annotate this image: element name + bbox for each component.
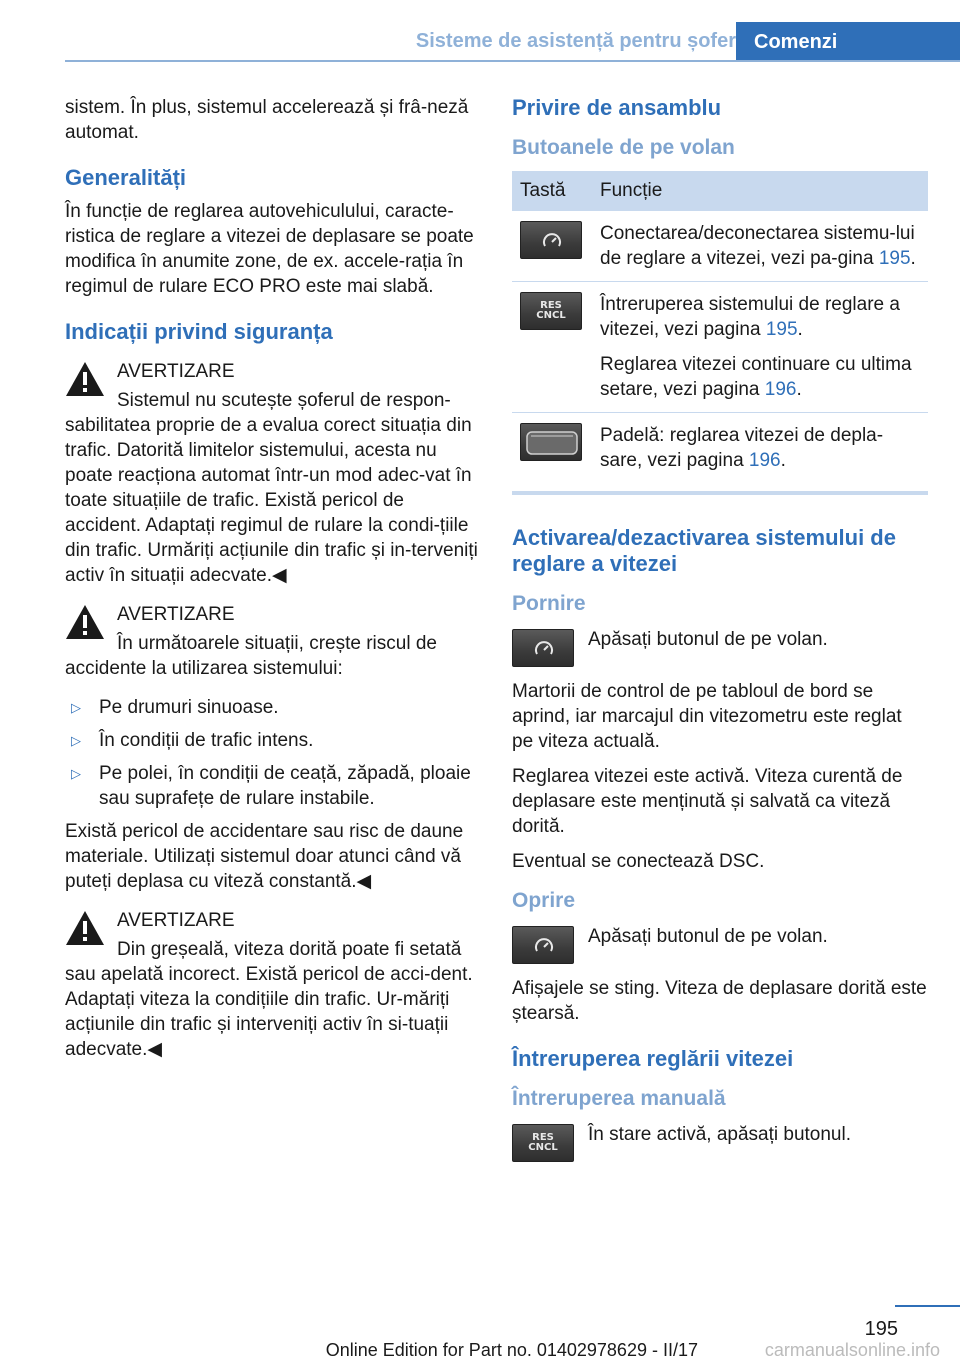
start-text-3: Eventual se conectează DSC. (512, 851, 765, 872)
column-header-function: Funcție (592, 171, 928, 211)
column-header-key: Tastă (512, 171, 592, 211)
function-cell: Padelă: reglarea vitezei de depla-sare, vezi pagina 196. (600, 425, 884, 471)
page-link[interactable]: 196 (748, 450, 781, 471)
steering-buttons-table (512, 171, 928, 483)
start-text-2: Reglarea vitezei este activă. Viteza curentă de deplasare este menținută și salvată ca viteză dorită. (512, 766, 903, 837)
start-text-1: Martorii de control de pe tabloul de bord se aprind, iar marcajul din vitezometru este reglat pe viteza actuală. (512, 681, 902, 752)
table-header-row (512, 171, 928, 211)
watermark-text: carmanualsonline.info (764, 1340, 940, 1360)
bullet-triangle-icon: ▷ (71, 766, 81, 781)
paddle-icon (520, 423, 582, 461)
warning-label: AVERTIZARE (117, 910, 235, 931)
table-row (512, 282, 928, 413)
stop-text-1: Afișajele se sting. Viteza de deplasare dorită este ștearsă. (512, 978, 927, 1024)
general-heading: Generalități (65, 165, 187, 190)
cruise-control-button-icon (520, 221, 582, 259)
warning-triangle-icon (65, 910, 105, 946)
cruise-control-button-icon (512, 629, 574, 667)
page-header (65, 0, 960, 62)
cruise-control-button-icon (512, 926, 574, 964)
right-column (512, 95, 928, 1174)
stop-button-text: Apăsați butonul de pe volan. (588, 926, 828, 947)
manual-heading: Întreruperea manuală (512, 1087, 726, 1110)
after-list-text: Există pericol de accidentare sau risc de daune materiale. Utilizați sistemul doar atunci când vă puteți deplasa cu viteză constantă.◀ (65, 821, 464, 892)
page-number: 195 (864, 1318, 898, 1340)
manual-button-text: În stare activă, apăsați butonul. (588, 1124, 851, 1145)
warning-triangle-icon (65, 361, 105, 397)
start-heading: Pornire (512, 592, 586, 615)
warning-text: Sistemul nu scutește șoferul de respon-sabilitatea proprie de a evalua corect situația din trafic. Datorită limitelor sistemului, acesta nu poate reacționa automat într-un mod adec-vat în toate situațiile de trafic. Există pericol de accident. Adaptați regimul de rulare la condi-țiile din trafic. Urmăriți acțiunile din trafic și in-terveniți activ în situații adecvate.◀ (65, 390, 478, 586)
function-cell: Conectarea/deconectarea sistemu-lui de reglare a vitezei, vezi pa-gina 195. (592, 211, 928, 282)
left-column (65, 95, 480, 1076)
warning-label: AVERTIZARE (117, 604, 235, 625)
res-cncl-button-icon: RES CNCL (512, 1124, 574, 1162)
intro-text: sistem. În plus, sistemul accelerează și frâ-neză automat. (65, 97, 469, 143)
page-link[interactable]: 195 (878, 248, 911, 269)
warning-block-1 (65, 359, 480, 588)
warning-label: AVERTIZARE (117, 361, 235, 382)
warning-block-3 (65, 908, 480, 1062)
warning-triangle-icon (65, 604, 105, 640)
bullet-triangle-icon: ▷ (71, 700, 81, 715)
list-item: ▷ Pe drumuri sinuoase. (71, 697, 279, 718)
bullet-triangle-icon: ▷ (71, 733, 81, 748)
general-text: În funcție de reglarea autovehiculului, caracte-ristica de reglare a vitezei de deplasare se poate modifica în anumite zone, de ex. accele-rația în regimul de rulare ECO PRO este mai slabă. (65, 201, 474, 297)
activation-heading: Activarea/dezactivarea sistemului de reglare a vitezei (512, 525, 896, 576)
warning-text: În următoarele situații, crește riscul de accidente la utilizarea sistemului: (65, 633, 437, 679)
res-cncl-button-icon: RES CNCL (520, 292, 582, 330)
table-row (512, 211, 928, 282)
interrupt-heading: Întreruperea reglării vitezei (512, 1046, 794, 1071)
header-section-title: Sisteme de asistență pentru șofer (415, 30, 736, 52)
start-button-row (512, 627, 928, 667)
risk-list (65, 695, 480, 811)
warning-block-2 (65, 602, 480, 681)
table-row (512, 413, 928, 484)
stop-heading: Oprire (512, 889, 576, 912)
manual-button-row (512, 1122, 928, 1162)
list-item: ▷ Pe polei, în condiții de ceață, zăpadă, ploaie sau suprafețe de rulare instabile. (71, 763, 471, 809)
table-end-rule (512, 491, 928, 495)
page-link[interactable]: 195 (765, 319, 798, 340)
page-link[interactable]: 196 (764, 379, 797, 400)
safety-heading: Indicații privind siguranța (65, 319, 333, 344)
stop-button-row (512, 924, 928, 964)
edition-note: Online Edition for Part no. 01402978629 - II/17 (325, 1340, 698, 1360)
overview-heading: Privire de ansamblu (512, 95, 722, 120)
header-rule (65, 60, 960, 62)
buttons-heading: Butoanele de pe volan (512, 136, 735, 159)
function-cell: Întreruperea sistemului de reglare a vitezei, vezi pagina 195. Reglarea vitezei continuare cu ultima setare, vezi pagina 196. (592, 282, 928, 413)
warning-text: Din greșeală, viteza dorită poate fi setată sau apelată incorect. Există pericol de acci-dent. Adaptați viteza la condițiile din trafic. Ur-măriți acțiunile din trafic și interveniți activ în si-tuații adecvate.◀ (65, 939, 473, 1060)
list-item: ▷ În condiții de trafic intens. (71, 730, 314, 751)
footer-rule (895, 1305, 960, 1307)
header-chapter-tab[interactable]: Comenzi (736, 22, 960, 62)
start-button-text: Apăsați butonul de pe volan. (588, 629, 828, 650)
